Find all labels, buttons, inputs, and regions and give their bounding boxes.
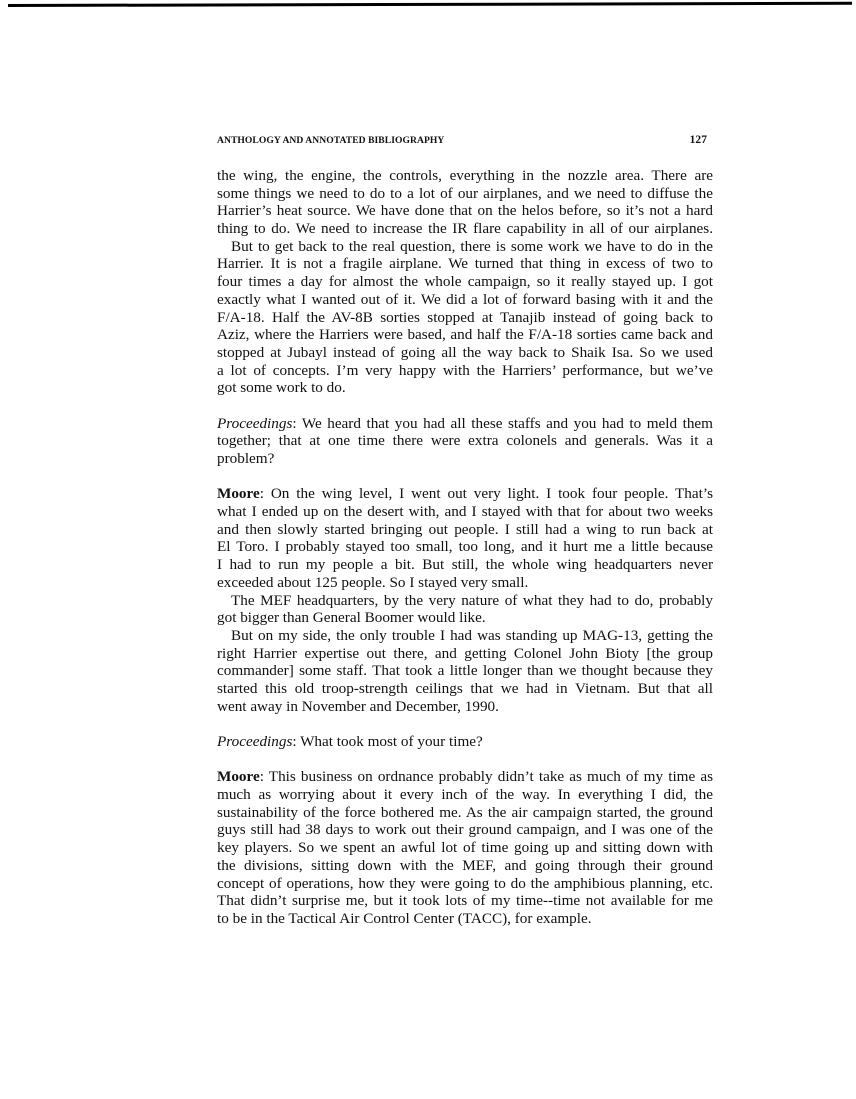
line-text: sustainability of the force bothered me. As the air campaign started, the ground bbox=[217, 803, 713, 821]
line-text: That didn’t surprise me, but it took lots of my time--time not available for me bbox=[217, 892, 713, 910]
line-text: some things we need to do to a lot of our airplanes, and we need to diffuse the bbox=[217, 184, 713, 202]
text-line bbox=[217, 645, 713, 663]
line-text: and then slowly started bringing out people. I still had a wing to run back at bbox=[217, 520, 713, 538]
line-text: The MEF headquarters, by the very nature of what they had to do, probably bbox=[231, 591, 713, 609]
line-text: went away in November and December, 1990. bbox=[217, 697, 499, 715]
text-line bbox=[217, 609, 713, 627]
text-line bbox=[217, 202, 713, 220]
line-text: together; that at one time there were extra colonels and generals. Was it a bbox=[217, 432, 713, 450]
paragraph bbox=[217, 733, 713, 751]
text-line bbox=[217, 538, 713, 556]
line-text: El Toro. I probably stayed too small, too long, and it hurt me a little because bbox=[217, 538, 713, 556]
speaker-label: Moore bbox=[217, 485, 260, 503]
line-text: Aziz, where the Harriers were based, and half the F/A-18 sorties came back and bbox=[217, 326, 713, 344]
line-text: F/A-18. Half the AV-8B sorties stopped at Tanajib instead of going back to bbox=[217, 308, 713, 326]
line-text: : On the wing level, I went out very light. I took four people. That’s bbox=[259, 485, 713, 503]
text-line bbox=[217, 804, 713, 822]
text-line bbox=[217, 892, 713, 910]
text-line bbox=[217, 432, 713, 450]
line-text: four times a day for almost the whole campaign, so it really stayed up. I got bbox=[217, 273, 713, 291]
text-line bbox=[217, 875, 713, 893]
line-text: exactly what I wanted out of it. We did a lot of forward basing with it and the bbox=[217, 290, 713, 308]
line-text: key players. So we spent an awful lot of time going up and sitting down with bbox=[217, 839, 713, 857]
page-number: 127 bbox=[689, 134, 707, 146]
line-text: concept of operations, how they were going to do the amphibious planning, etc. bbox=[217, 874, 713, 892]
line-text: started this old troop-strength ceilings that we had in Vietnam. But that all bbox=[217, 679, 713, 697]
line-text: : What took most of your time? bbox=[292, 733, 483, 750]
line-text: exceeded about 125 people. So I stayed very small. bbox=[217, 573, 529, 591]
line-text: problem? bbox=[217, 450, 275, 467]
line-text: right Harrier expertise out there, and getting Colonel John Bioty [the group bbox=[217, 644, 713, 662]
text-line bbox=[217, 698, 713, 716]
text-line bbox=[217, 255, 713, 273]
page-body bbox=[217, 167, 713, 928]
paragraph bbox=[217, 415, 713, 468]
line-text: thing to do. We need to increase the IR flare capability in all of our airplanes. bbox=[217, 220, 713, 238]
text-line bbox=[217, 326, 713, 344]
line-text: a lot of concepts. I’m very happy with the Harriers’ performance, but we’ve bbox=[217, 361, 713, 379]
line-text: But on my side, the only trouble I had was standing up MAG-13, getting the bbox=[231, 626, 713, 644]
text-line bbox=[217, 309, 713, 327]
text-line bbox=[217, 450, 713, 468]
line-text: guys still had 38 days to work out their ground campaign, and I was one of the bbox=[217, 821, 713, 839]
text-line bbox=[217, 415, 713, 433]
text-line bbox=[217, 556, 713, 574]
text-line bbox=[217, 857, 713, 875]
top-scan-rule bbox=[8, 2, 852, 7]
text-line bbox=[217, 379, 713, 397]
paragraph bbox=[217, 485, 713, 715]
text-line bbox=[217, 220, 713, 238]
text-line bbox=[217, 521, 713, 539]
text-line bbox=[217, 680, 713, 698]
line-text: I had to run my people a bit. But still, the whole wing headquarters never bbox=[217, 556, 713, 574]
text-line bbox=[217, 485, 713, 503]
text-line bbox=[217, 821, 713, 839]
line-text: got bigger than General Boomer would like. bbox=[217, 609, 486, 627]
running-title: ANTHOLOGY AND ANNOTATED BIBLIOGRAPHY bbox=[217, 135, 445, 146]
text-line bbox=[217, 185, 713, 203]
line-text: commander] some staff. That took a little longer than we thought because they bbox=[217, 662, 713, 680]
speaker-label: Proceedings bbox=[217, 733, 293, 750]
line-text: : We heard that you had all these staffs and you had to meld them bbox=[292, 414, 713, 432]
line-text: Harrier. It is not a fragile airplane. We turned that thing in excess of two to bbox=[217, 255, 713, 273]
line-text: the divisions, sitting down with the MEF, and going through their ground bbox=[217, 856, 713, 874]
paragraph bbox=[217, 768, 713, 927]
line-text: Harrier’s heat source. We have done that on the helos before, so it’s not a hard bbox=[217, 202, 713, 220]
line-text: to be in the Tactical Air Control Center (TACC), for example. bbox=[217, 909, 592, 927]
text-line bbox=[217, 627, 713, 645]
running-header bbox=[217, 135, 713, 149]
line-text: much as worrying about it every inch of the way. In everything I did, the bbox=[217, 786, 713, 804]
speaker-label: Moore bbox=[217, 768, 260, 786]
line-text: got some work to do. bbox=[217, 379, 346, 397]
text-line bbox=[217, 574, 713, 592]
text-line bbox=[217, 362, 713, 380]
line-text: the wing, the engine, the controls, everything in the nozzle area. There are bbox=[217, 167, 713, 184]
text-line bbox=[217, 503, 713, 521]
text-line bbox=[217, 167, 713, 185]
text-line bbox=[217, 592, 713, 610]
speaker-label: Proceedings bbox=[217, 414, 293, 432]
paragraph bbox=[217, 167, 713, 397]
text-line bbox=[217, 768, 713, 786]
text-line bbox=[217, 910, 713, 928]
text-line bbox=[217, 273, 713, 291]
line-text: what I ended up on the desert with, and I stayed with that for about two weeks bbox=[217, 503, 713, 521]
text-line bbox=[217, 291, 713, 309]
text-line bbox=[217, 238, 713, 256]
text-line bbox=[217, 786, 713, 804]
text-line bbox=[217, 662, 713, 680]
text-line bbox=[217, 733, 713, 751]
text-line bbox=[217, 344, 713, 362]
line-text: But to get back to the real question, there is some work we have to do in the bbox=[231, 237, 713, 255]
text-line bbox=[217, 839, 713, 857]
line-text: stopped at Jubayl instead of going all the way back to Shaik Isa. So we used bbox=[217, 343, 713, 361]
line-text: : This business on ordnance probably didn’t take as much of my time as bbox=[259, 768, 713, 786]
